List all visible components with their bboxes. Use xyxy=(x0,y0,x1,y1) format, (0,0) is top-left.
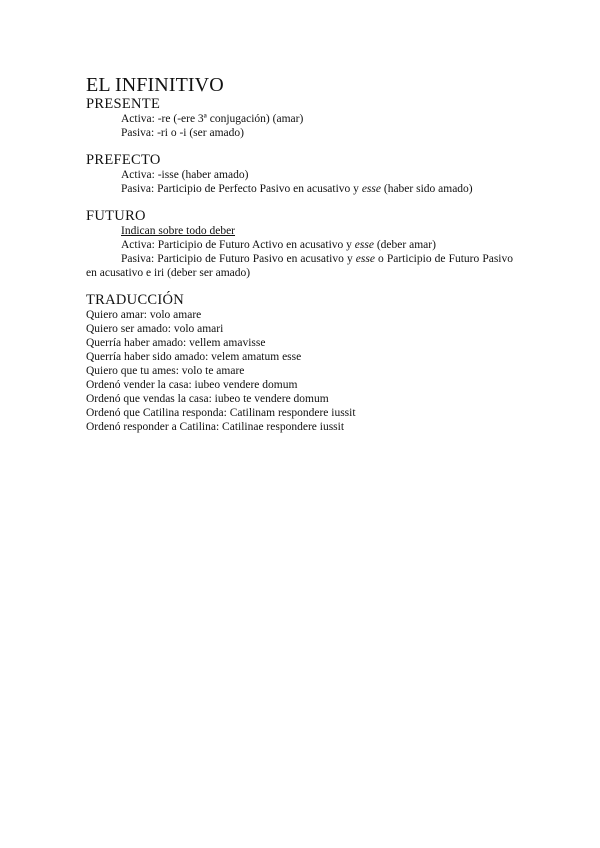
futuro-pasiva-text: Pasiva: Participio de Futuro Pasivo en acusativo y xyxy=(121,253,356,265)
futuro-activa xyxy=(86,238,516,252)
traduccion-line: Ordenó vender la casa: iubeo vendere domum xyxy=(86,379,298,391)
traduccion-line: Quiero amar: volo amare xyxy=(86,309,202,321)
futuro-pasiva-esse: esse xyxy=(355,253,375,265)
perfecto-pasiva-text: Pasiva: Participio de Perfecto Pasivo en acusativo y xyxy=(121,183,362,195)
perfecto-pasiva xyxy=(86,182,516,196)
section-perfecto xyxy=(86,152,516,196)
document-page xyxy=(86,74,516,434)
traduccion-line: Querría haber amado: vellem amavisse xyxy=(86,337,266,349)
heading-perfecto: PREFECTO xyxy=(86,152,161,168)
section-presente xyxy=(86,96,516,140)
futuro-activa-text: Activa: Participio de Futuro Activo en acusativo y xyxy=(121,239,355,251)
traduccion-line: Quiero que tu ames: volo te amare xyxy=(86,365,245,377)
presente-pasiva: Pasiva: -ri o -i (ser amado) xyxy=(121,127,244,139)
section-traduccion xyxy=(86,292,516,434)
presente-activa: Activa: -re (-ere 3ª conjugación) (amar) xyxy=(121,113,304,125)
perfecto-pasiva-esse: esse xyxy=(361,183,381,195)
traduccion-line: Ordenó que Catilina responda: Catilinam respondere iussit xyxy=(86,407,356,419)
futuro-pasiva-gloss: o Participio de Futuro Pasivo en acusativo e iri (deber ser amado) xyxy=(86,253,513,279)
traduccion-line: Querría haber sido amado: velem amatum esse xyxy=(86,351,302,363)
traduccion-line: Quiero ser amado: volo amari xyxy=(86,323,224,335)
heading-traduccion: TRADUCCIÓN xyxy=(86,292,185,308)
traduccion-line: Ordenó que vendas la casa: iubeo te vendere domum xyxy=(86,393,329,405)
page-title: EL INFINITIVO xyxy=(86,74,224,96)
futuro-activa-esse: esse xyxy=(354,239,374,251)
heading-futuro: FUTURO xyxy=(86,208,146,224)
futuro-pasiva xyxy=(86,252,513,280)
heading-presente: PRESENTE xyxy=(86,96,161,112)
perfecto-pasiva-gloss: (haber sido amado) xyxy=(380,183,473,195)
futuro-note: Indican sobre todo deber xyxy=(121,225,236,237)
perfecto-activa: Activa: -isse (haber amado) xyxy=(121,169,249,181)
section-futuro xyxy=(86,208,516,280)
traduccion-line: Ordenó responder a Catilina: Catilinae respondere iussit xyxy=(86,421,345,433)
futuro-activa-gloss: (deber amar) xyxy=(373,239,436,251)
